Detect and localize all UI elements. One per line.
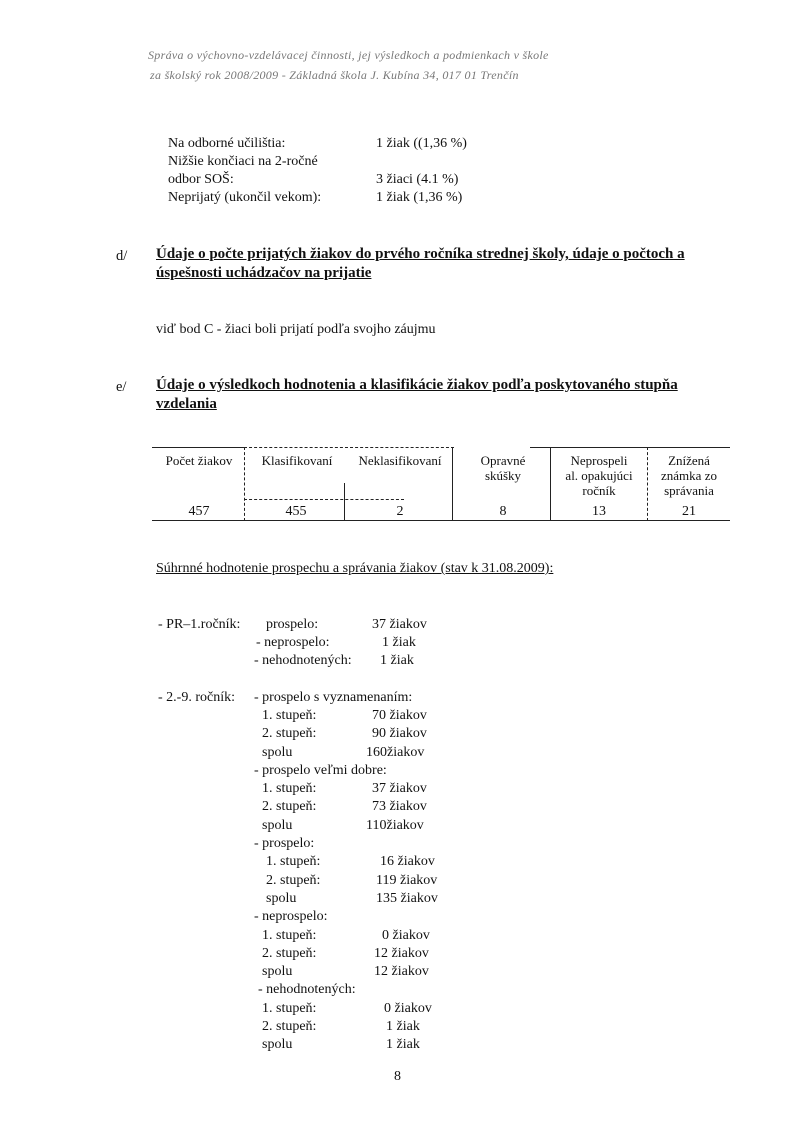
table-header: Neklasifikovaní — [358, 453, 442, 468]
grade-row-value: 37 žiakov — [372, 781, 427, 797]
grade-group-heading: - neprospelo: — [254, 909, 328, 925]
grade-row-label: 1. stupeň: — [262, 1000, 317, 1016]
grade-row-label: 2. stupeň: — [266, 872, 321, 888]
table-header: Počet žiakov — [165, 453, 233, 468]
table-cell: 8 — [499, 504, 507, 519]
grade-row-value: 90 žiakov — [372, 726, 427, 742]
grade-row-label: 2. stupeň: — [262, 726, 317, 742]
grade-row-value: 0 žiakov — [384, 1000, 432, 1016]
section-d-body: viď bod C - žiaci boli prijatí podľa svojho záujmu — [156, 322, 436, 337]
section-e-marker: e/ — [116, 379, 127, 395]
grade-row-value: 160žiakov — [366, 744, 425, 760]
header-line-1: Správa o výchovno-vzdelávacej činnosti, jej výsledkoch a podmienkach v škole — [148, 48, 549, 62]
table-header: Opravné skúšky — [480, 453, 526, 483]
header-line-2: za školský rok 2008/2009 - Základná škola J. Kubína 34, 017 01 Trenčín — [150, 68, 519, 82]
grade-row-label: 1. stupeň: — [262, 927, 317, 943]
grade-row-value: 110žiakov — [366, 817, 424, 833]
pr-row-value: 1 žiak — [380, 653, 414, 668]
table-header: Neprospeli al. opakujúci ročník — [565, 453, 633, 498]
pr-row-label: - neprospelo: — [256, 635, 330, 650]
pr-row-label: - nehodnotených: — [254, 653, 352, 668]
placement-label: Na odborné učilištia: — [168, 136, 286, 151]
grades-intro: - prospelo s vyznamenaním: — [254, 690, 413, 705]
page-number: 8 — [394, 1069, 401, 1084]
table-cell: 2 — [396, 504, 404, 519]
grade-row-label: 2. stupeň: — [262, 1019, 317, 1035]
grades-values — [366, 707, 438, 1055]
placement-label: Neprijatý (ukončil vekom): — [168, 190, 322, 205]
table-cell: 457 — [188, 504, 210, 519]
grade-row-label: 1. stupeň: — [266, 854, 321, 870]
grade-row-value: 1 žiak — [386, 1019, 420, 1035]
grade-group-heading: - prospelo: — [254, 836, 315, 852]
section-d-title: Údaje o počte prijatých žiakov do prvého ročníka strednej školy, údaje o počtoch a — [156, 246, 685, 262]
grade-group-heading: - prospelo veľmi dobre: — [254, 762, 387, 778]
grade-row-label: spolu — [262, 817, 293, 833]
grade-row-label: spolu — [266, 890, 297, 906]
grade-row-label: 1. stupeň: — [262, 708, 317, 723]
placement-value: 3 žiaci (4.1 %) — [376, 172, 459, 187]
section-d-title: úspešnosti uchádzačov na prijatie — [156, 265, 372, 281]
grade-group-heading: - nehodnotených: — [258, 982, 356, 998]
grade-row-value: 119 žiakov — [376, 872, 438, 888]
table-cell: 13 — [592, 504, 606, 519]
placement-label: odbor SOŠ: — [168, 172, 234, 187]
grade-row-value: 12 žiakov — [374, 964, 429, 980]
grade-row-label: spolu — [262, 964, 293, 980]
table-header: Znížená známka zo správania — [661, 453, 717, 498]
placement-value: 1 žiak (1,36 %) — [376, 190, 463, 205]
summary-heading: Súhrnné hodnotenie prospechu a správania žiakov (stav k 31.08.2009): — [156, 561, 554, 576]
grade-row-value: 0 žiakov — [382, 927, 430, 943]
table-cell: 21 — [682, 504, 696, 519]
table-header: Klasifikovaní — [261, 453, 333, 468]
grade-row-value: 1 žiak — [386, 1037, 420, 1053]
grade-row-label: 1. stupeň: — [262, 781, 317, 797]
section-d-marker: d/ — [116, 248, 128, 264]
section-e-title: vzdelania — [156, 396, 217, 412]
placement-label: Nižšie končiaci na 2-ročné — [168, 154, 318, 169]
grade-row-label: 2. stupeň: — [262, 945, 317, 961]
grades-label: - 2.-9. ročník: — [158, 690, 235, 705]
grade-row-value: 135 žiakov — [376, 890, 438, 906]
grade-row-value: 70 žiakov — [372, 708, 427, 723]
grade-row-value: 12 žiakov — [374, 945, 429, 961]
grade-row-value: 73 žiakov — [372, 799, 427, 815]
grade-row-label: spolu — [262, 744, 293, 760]
pr-row-label: prospelo: — [266, 617, 319, 632]
table-cell: 455 — [285, 504, 307, 519]
grade-row-label: spolu — [262, 1037, 293, 1053]
grade-row-value: 16 žiakov — [380, 854, 435, 870]
section-e-title: Údaje o výsledkoch hodnotenia a klasifikácie žiakov podľa poskytovaného stupňa — [156, 377, 678, 393]
pr-row-value: 37 žiakov — [372, 617, 427, 632]
pr-row-value: 1 žiak — [382, 635, 416, 650]
placement-value: 1 žiak ((1,36 %) — [376, 136, 467, 151]
pr-label: - PR–1.ročník: — [158, 617, 241, 632]
grade-row-label: 2. stupeň: — [262, 799, 317, 815]
results-table — [152, 447, 730, 521]
